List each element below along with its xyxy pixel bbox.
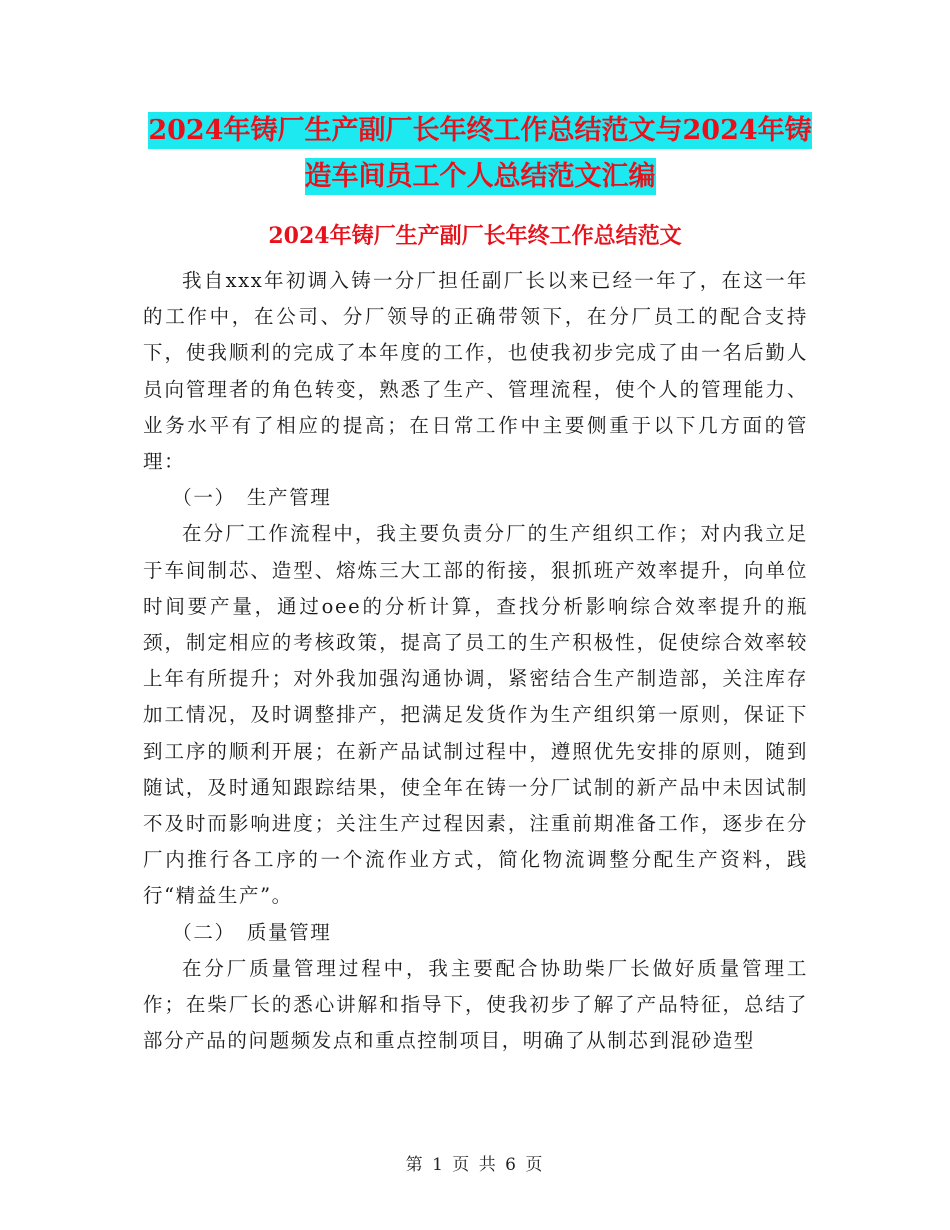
- page-footer: 第 1 页 共 6 页: [405, 1155, 545, 1175]
- subheading-production: （一） 生产管理: [172, 486, 332, 510]
- document-title-text: 2024年铸厂生产副厂长年终工作总结范文与2024年铸造车间员工个人总结范文汇编: [148, 112, 811, 195]
- subheading-quality: （二） 质量管理: [172, 920, 332, 944]
- document-body: [143, 263, 808, 1059]
- document-title: [140, 108, 820, 200]
- section-title: 2024年铸厂生产副厂长年终工作总结范文: [268, 223, 682, 249]
- paragraph: 我自xxx年初调入铸一分厂担任副厂长以来已经一年了，在这一年的工作中，在公司、分厂领导的正确带领下，在分厂员工的配合支持下，使我顺利的完成了本年度的工作，也使我初步完成了由一名后勤人员向管理者的角色转变，熟悉了生产、管理流程，使个人的管理能力、业务水平有了相应的提高；在日常工作中主要侧重于以下几方面的管理：: [143, 269, 808, 474]
- paragraph: 在分厂质量管理过程中，我主要配合协助柴厂长做好质量管理工作；在柴厂长的悉心讲解和指导下，使我初步了解了产品特征，总结了部分产品的问题频发点和重点控制项目，明确了从制芯到混砂造型: [143, 956, 808, 1053]
- paragraph: 在分厂工作流程中，我主要负责分厂的生产组织工作；对内我立足于车间制芯、造型、熔炼三大工部的衔接，狠抓班产效率提升，向单位时间要产量，通过oee的分析计算，查找分析影响综合效率提升的瓶颈，制定相应的考核政策，提高了员工的生产积极性，促使综合效率较上年有所提升；对外我加强沟通协调，紧密结合生产制造部，关注库存加工情况，及时调整排产，把满足发货作为生产组织第一原则，保证下到工序的顺利开展；在新产品试制过程中，遵照优先安排的原则，随到随试，及时通知跟踪结果，使全年在铸一分厂试制的新产品中未因试制不及时而影响进度；关注生产过程因素，注重前期准备工作，逐步在分厂内推行各工序的一个流作业方式，简化物流调整分配生产资料，践行“精益生产”。: [143, 522, 808, 908]
